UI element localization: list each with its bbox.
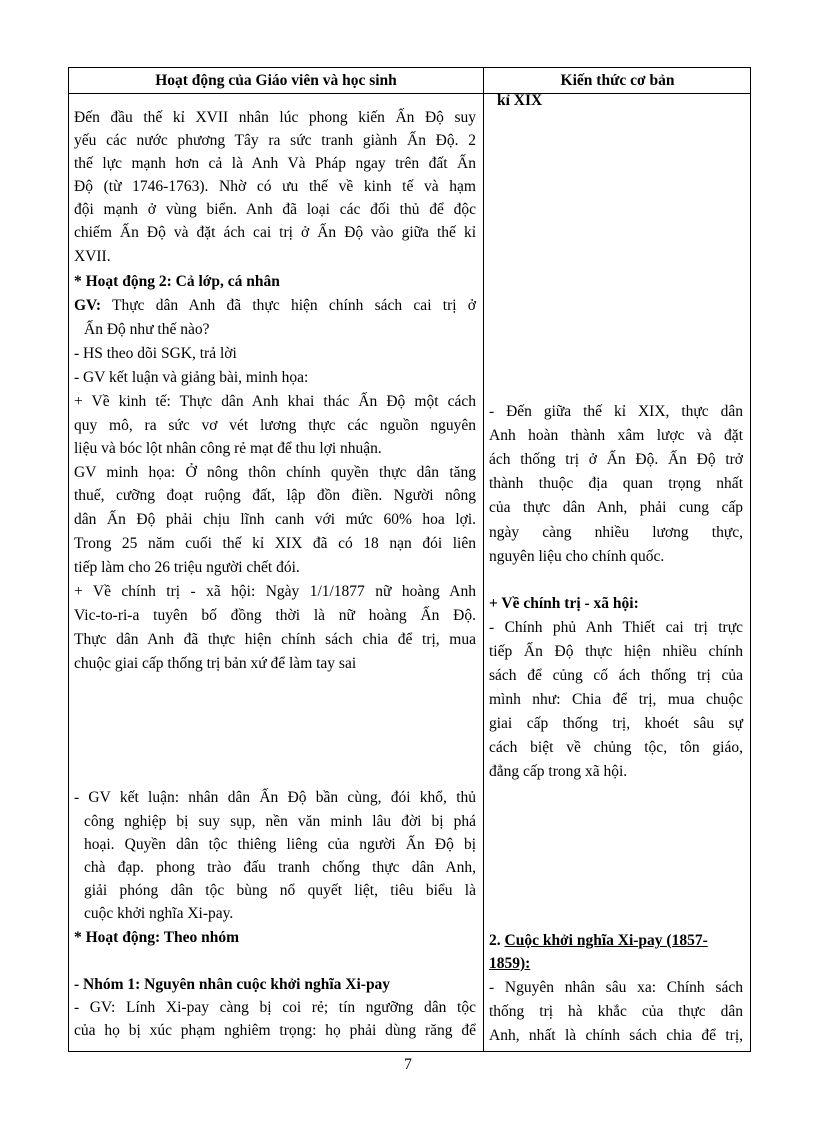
right-text-line: 1859): bbox=[489, 955, 531, 972]
right-text-line: của thực dân Anh, phải cung cấp bbox=[489, 499, 743, 516]
right-text-line: giai cấp thống trị, khoét sâu sự bbox=[489, 715, 743, 732]
left-text-line: quy mô, ra sức vơ vét lương thực các nguồn nguyên bbox=[74, 417, 476, 434]
left-text-line: * Hoạt động 2: Cả lớp, cá nhân bbox=[74, 273, 280, 290]
left-text-line: thế lực mạnh hơn cả là Anh Và Pháp ngay trên đất Ấn bbox=[74, 155, 476, 172]
right-text-line: nguyên liệu cho chính quốc. bbox=[489, 548, 665, 565]
right-text-line: ách thống trị ở Ấn Độ. Ấn Độ trở bbox=[489, 451, 743, 468]
left-text-line: liệu và bóc lột nhân công rẻ mạt để thu lợi nhuận. bbox=[74, 440, 382, 457]
left-text-line: Trong 25 năm cuối thế kỉ XIX đã có 18 nạn đói liên bbox=[74, 535, 476, 552]
left-text-line: chiếm Ấn Độ và đặt ách cai trị ở Ấn Độ vào giữa thế kỉ bbox=[74, 224, 476, 241]
left-text-line: GV: Thực dân Anh đã thực hiện chính sách cai trị ở bbox=[74, 297, 476, 314]
left-text-line: XVII. bbox=[74, 248, 111, 265]
right-text-line: Anh, nhất là chính sách chia để trị, bbox=[489, 1027, 743, 1044]
header-separator bbox=[69, 93, 750, 94]
right-text-line: - Chính phủ Anh Thiết cai trị trực bbox=[489, 619, 743, 636]
right-text-line: đẳng cấp trong xã hội. bbox=[489, 763, 628, 780]
left-text-line: của họ bị xúc phạm nghiêm trọng: họ phải dùng răng để bbox=[74, 1022, 476, 1039]
left-text-line: yếu các nước phương Tây ra sức tranh giành Ấn Độ. 2 bbox=[74, 132, 476, 149]
right-text-line: - Đến giữa thế kỉ XIX, thực dân bbox=[489, 403, 743, 420]
left-text-line: GV minh họa: Ở nông thôn chính quyền thực dân tăng bbox=[74, 464, 476, 481]
left-text-line: công nghiệp bị suy sụp, nền văn minh lâu đời bị phá bbox=[84, 813, 476, 830]
right-text-line: - Nguyên nhân sâu xa: Chính sách bbox=[489, 979, 743, 996]
right-text-line: + Về chính trị - xã hội: bbox=[489, 595, 639, 612]
left-text-line: - GV kết luận: nhân dân Ấn Độ bần cùng, đói khổ, thủ bbox=[74, 789, 476, 806]
left-text-line: + Về chính trị - xã hội: Ngày 1/1/1877 nữ hoàng Anh bbox=[74, 583, 476, 600]
left-text-line: * Hoạt động: Theo nhóm bbox=[74, 929, 240, 946]
left-text-line: thuế, cưỡng đoạt ruộng đất, lập đồn điền. Người nông bbox=[74, 487, 476, 504]
page-number: 7 bbox=[404, 1056, 412, 1073]
right-text-line: Anh hoàn thành xâm lược và đặt bbox=[489, 427, 743, 444]
left-text-line: chà đạp. phong trào đấu tranh chống thực dân Anh, bbox=[84, 859, 476, 876]
right-text-line: 2. Cuộc khởi nghĩa Xi-pay (1857- bbox=[489, 932, 708, 949]
left-text-line: + Về kinh tế: Thực dân Anh khai thác Ấn Độ một cách bbox=[74, 393, 476, 410]
right-text-line: cách biệt về chủng tộc, tôn giáo, bbox=[489, 739, 743, 756]
left-text-line: cuộc khởi nghĩa Xi-pay. bbox=[84, 905, 234, 922]
right-text-line: kỉ XIX bbox=[497, 92, 543, 109]
column-divider bbox=[483, 68, 484, 1051]
right-text-line: thành thuộc địa quan trọng nhất bbox=[489, 475, 743, 492]
left-text-line: Ấn Độ như thế nào? bbox=[84, 321, 210, 338]
left-text-line: - Nhóm 1: Nguyên nhân cuộc khởi nghĩa Xi-pay bbox=[74, 976, 391, 993]
right-text-line: mình như: Chia để trị, mua chuộc bbox=[489, 691, 743, 708]
right-text-line: tiếp Ấn Độ thực hiện nhiều chính bbox=[489, 643, 743, 660]
right-text-line: thống trị hà khắc của thực dân bbox=[489, 1003, 743, 1020]
left-text-line: hoại. Quyền dân tộc thiêng liêng của người Ấn Độ bị bbox=[84, 836, 476, 853]
left-text-line: Vic-to-ri-a tuyên bố đồng thời là nữ hoàng Ấn Độ. bbox=[74, 607, 476, 624]
left-text-line: tiếp làm cho 26 triệu người chết đói. bbox=[74, 559, 300, 576]
left-text-line: - HS theo dõi SGK, trả lời bbox=[74, 345, 237, 362]
right-text-line: ngày càng nhiều lương thực, bbox=[489, 524, 743, 541]
left-text-line: đội mạnh ở vùng biển. Anh đã loại các đối thủ để độc bbox=[74, 201, 476, 218]
left-text-line: dân Ấn Độ phải chịu lĩnh canh với mức 60% hoa lợi. bbox=[74, 511, 476, 528]
left-text-line: Đến đầu thế kỉ XVII nhân lúc phong kiến Ấn Độ suy bbox=[74, 109, 476, 126]
left-text-line: Độ (từ 1746-1763). Nhờ có ưu thế về kinh tế và hạm bbox=[74, 178, 476, 195]
left-text-line: chuộc giai cấp thống trị bản xứ để làm tay sai bbox=[74, 655, 357, 672]
left-text-line: - GV kết luận và giảng bài, minh họa: bbox=[74, 369, 309, 386]
right-text-line: sách để củng cố ách thống trị của bbox=[489, 667, 743, 684]
header-right: Kiến thức cơ bản bbox=[560, 72, 675, 89]
left-text-line: - GV: Lính Xi-pay càng bị coi rẻ; tín ngưỡng dân tộc bbox=[74, 999, 476, 1016]
left-text-line: Thực dân Anh đã thực hiện chính sách chia để trị, mua bbox=[74, 631, 476, 648]
header-left: Hoạt động của Giáo viên và học sinh bbox=[155, 72, 397, 89]
left-text-line: giải phóng dân tộc bùng nổ quyết liệt, tiêu biểu là bbox=[84, 882, 476, 899]
